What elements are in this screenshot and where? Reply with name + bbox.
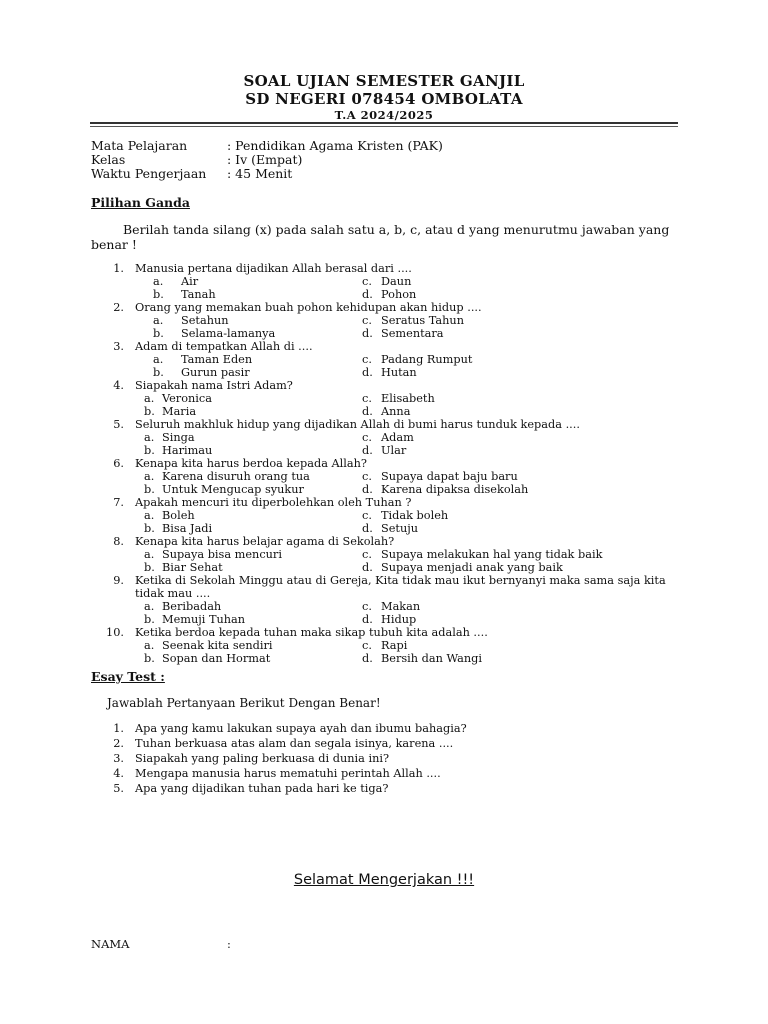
school-name: SD NEGERI 078454 OMBOLATA — [245, 90, 523, 108]
option-text: Tanah — [181, 288, 216, 301]
option-key: d. — [362, 613, 373, 626]
option-key: c. — [362, 548, 372, 561]
option-text: Elisabeth — [381, 392, 435, 405]
question-text: Adam di tempatkan Allah di .... — [135, 340, 313, 353]
option-text: Seratus Tahun — [381, 314, 464, 327]
question-number: 6. — [113, 457, 124, 470]
option-key: a. — [144, 392, 155, 405]
option-text: Maria — [162, 405, 197, 418]
question-number: 1. — [113, 262, 124, 275]
option-text: Taman Eden — [181, 353, 253, 366]
option-text: Hutan — [381, 366, 417, 379]
option-text: Selama-lamanya — [181, 327, 276, 340]
option-text: Untuk Mengucap syukur — [162, 483, 304, 496]
option-text: Karena disuruh orang tua — [162, 470, 310, 483]
essay-instruction: Jawablah Pertanyaan Berikut Dengan Benar! — [107, 696, 381, 710]
question-number: 3. — [113, 340, 124, 353]
option-key: a. — [153, 353, 164, 366]
option-text: Harimau — [162, 444, 213, 457]
option-text: Veronica — [162, 392, 212, 405]
option-key: a. — [144, 509, 155, 522]
option-text: Sementara — [381, 327, 444, 340]
option-text: Hidup — [381, 613, 417, 626]
option-key: b. — [144, 561, 155, 574]
option-key: b. — [153, 366, 164, 379]
question-text: Manusia pertana dijadikan Allah berasal dari .... — [135, 262, 412, 275]
question-text: Kenapa kita harus berdoa kepada Allah? — [135, 457, 367, 470]
option-key: c. — [362, 600, 372, 613]
option-key: d. — [362, 522, 373, 535]
question-number: 7. — [113, 496, 124, 509]
option-key: c. — [362, 275, 372, 288]
info-label: Kelas — [91, 152, 126, 167]
closing-message: Selamat Mengerjakan !!! — [293, 872, 475, 888]
option-text: Pohon — [381, 288, 417, 301]
option-text: Setahun — [181, 314, 229, 327]
option-key: b. — [144, 613, 155, 626]
question-text: Ketika di Sekolah Minggu atau di Gereja, Kita tidak mau ikut bernyanyi maka sama saja kita — [135, 574, 666, 587]
header-divider — [90, 122, 678, 124]
option-text: Tidak boleh — [381, 509, 449, 522]
option-text: Supaya melakukan hal yang tidak baik — [381, 548, 603, 561]
question-number: 2. — [113, 301, 124, 314]
question-text-continued: tidak mau .... — [135, 587, 211, 600]
option-text: Setuju — [381, 522, 419, 535]
option-key: d. — [362, 405, 373, 418]
option-text: Makan — [381, 600, 421, 613]
option-text: Padang Rumput — [381, 353, 473, 366]
option-key: b. — [144, 444, 155, 457]
option-text: Daun — [381, 275, 412, 288]
option-text: Seenak kita sendiri — [162, 639, 273, 652]
info-value: : Pendidikan Agama Kristen (PAK) — [227, 138, 443, 153]
option-text: Beribadah — [162, 600, 222, 613]
option-text: Bersih dan Wangi — [381, 652, 482, 665]
question-number: 10. — [106, 626, 124, 639]
option-text: Adam — [381, 431, 414, 444]
section-heading-essay: Esay Test : — [91, 669, 165, 684]
option-key: d. — [362, 652, 373, 665]
option-key: d. — [362, 288, 373, 301]
option-text: Bisa Jadi — [162, 522, 213, 535]
option-text: Air — [181, 275, 199, 288]
option-text: Supaya dapat baju baru — [381, 470, 518, 483]
question-text: Ketika berdoa kepada tuhan maka sikap tubuh kita adalah .... — [135, 626, 488, 639]
option-key: c. — [362, 639, 372, 652]
info-value: : Iv (Empat) — [227, 152, 303, 167]
essay-question-number: 1. — [113, 722, 124, 735]
option-key: c. — [362, 392, 372, 405]
option-key: c. — [362, 470, 372, 483]
option-text: Anna — [381, 405, 411, 418]
info-value: : 45 Menit — [227, 166, 293, 181]
option-key: b. — [144, 483, 155, 496]
option-key: a. — [144, 431, 155, 444]
question-text: Seluruh makhluk hidup yang dijadikan Allah di bumi harus tunduk kepada .... — [135, 418, 580, 431]
option-key: a. — [153, 314, 164, 327]
question-number: 9. — [113, 574, 124, 587]
academic-year: T.A 2024/2025 — [334, 108, 434, 122]
option-key: a. — [144, 639, 155, 652]
option-text: Gurun pasir — [181, 366, 250, 379]
option-key: d. — [362, 483, 373, 496]
essay-question-text: Mengapa manusia harus mematuhi perintah Allah .... — [135, 767, 441, 780]
option-text: Ular — [381, 444, 407, 457]
option-key: d. — [362, 327, 373, 340]
option-key: c. — [362, 314, 372, 327]
option-key: b. — [144, 522, 155, 535]
info-label: Waktu Pengerjaan — [91, 166, 207, 181]
option-key: a. — [144, 548, 155, 561]
option-key: b. — [153, 327, 164, 340]
section-heading-multiple-choice: Pilihan Ganda — [91, 195, 190, 210]
name-label: NAMA — [91, 937, 130, 951]
question-number: 5. — [113, 418, 124, 431]
option-key: b. — [144, 652, 155, 665]
option-text: Sopan dan Hormat — [162, 652, 271, 665]
option-text: Memuji Tuhan — [162, 613, 246, 626]
essay-question-text: Apa yang kamu lakukan supaya ayah dan ibumu bahagia? — [135, 722, 467, 735]
option-text: Rapi — [381, 639, 408, 652]
option-text: Boleh — [162, 509, 195, 522]
option-key: b. — [144, 405, 155, 418]
option-key: c. — [362, 509, 372, 522]
option-key: a. — [144, 470, 155, 483]
option-key: a. — [144, 600, 155, 613]
option-text: Biar Sehat — [162, 561, 223, 574]
essay-question-text: Apa yang dijadikan tuhan pada hari ke tiga? — [135, 782, 389, 795]
multiple-choice-instruction: Berilah tanda silang (x) pada salah satu a, b, c, atau d yang menurutmu jawaban yang benar ! — [91, 222, 670, 252]
option-key: c. — [362, 431, 372, 444]
info-label: Mata Pelajaran — [91, 138, 188, 153]
exam-title: SOAL UJIAN SEMESTER GANJIL — [243, 72, 525, 90]
option-key: b. — [153, 288, 164, 301]
question-number: 8. — [113, 535, 124, 548]
essay-question-text: Siapakah yang paling berkuasa di dunia ini? — [135, 752, 390, 765]
essay-question-number: 2. — [113, 737, 124, 750]
essay-question-number: 3. — [113, 752, 124, 765]
question-text: Apakah mencuri itu diperbolehkan oleh Tuhan ? — [135, 496, 412, 509]
option-key: d. — [362, 366, 373, 379]
essay-question-number: 5. — [113, 782, 124, 795]
option-key: d. — [362, 444, 373, 457]
option-key: c. — [362, 353, 372, 366]
option-text: Singa — [162, 431, 195, 444]
option-key: a. — [153, 275, 164, 288]
question-text: Orang yang memakan buah pohon kehidupan akan hidup .... — [135, 301, 482, 314]
question-text: Siapakah nama Istri Adam? — [135, 379, 293, 392]
question-text: Kenapa kita harus belajar agama di Sekolah? — [135, 535, 395, 548]
option-text: Supaya menjadi anak yang baik — [381, 561, 563, 574]
name-colon: : — [227, 937, 231, 951]
question-number: 4. — [113, 379, 124, 392]
option-key: d. — [362, 561, 373, 574]
option-text: Supaya bisa mencuri — [162, 548, 282, 561]
header-divider-thin — [90, 126, 678, 127]
essay-question-text: Tuhan berkuasa atas alam dan segala isinya, karena .... — [135, 737, 454, 750]
essay-question-number: 4. — [113, 767, 124, 780]
option-text: Karena dipaksa disekolah — [381, 483, 529, 496]
